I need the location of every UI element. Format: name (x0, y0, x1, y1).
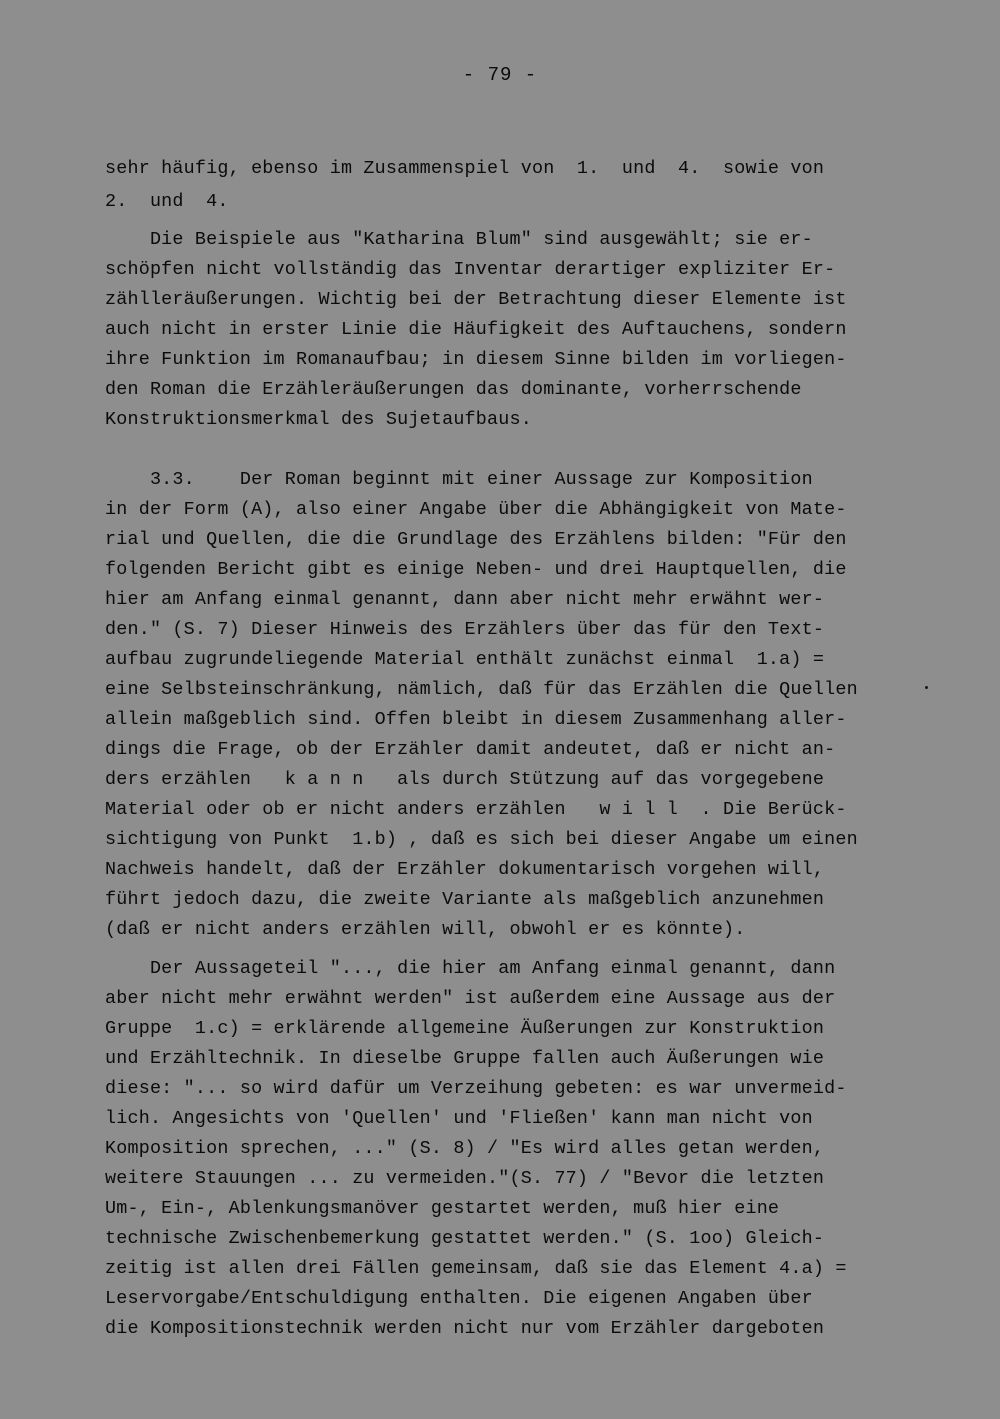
text-line: ders erzählen k a n n als durch Stützung auf das vorgegebene (105, 769, 825, 790)
text-line: aufbau zugrundeliegende Material enthält zunächst einmal 1.a) = (105, 649, 825, 670)
text-line: zählleräußerungen. Wichtig bei der Betrachtung dieser Elemente ist (105, 289, 847, 310)
text-line: Komposition sprechen, ..." (S. 8) / "Es wird alles getan werden, (105, 1138, 825, 1159)
text-line: technische Zwischenbemerkung gestattet werden." (S. 1oo) Gleich- (105, 1228, 825, 1249)
text-line: 3.3. Der Roman beginnt mit einer Aussage zur Komposition (105, 469, 813, 490)
text-line: weitere Stauungen ... zu vermeiden."(S. 77) / "Bevor die letzten (105, 1168, 825, 1189)
text-line: hier am Anfang einmal genannt, dann aber nicht mehr erwähnt wer- (105, 589, 825, 610)
text-line: ihre Funktion im Romanaufbau; in diesem Sinne bilden im vorliegen- (105, 349, 847, 370)
text-line: zeitig ist allen drei Fällen gemeinsam, daß sie das Element 4.a) = (105, 1258, 847, 1279)
text-line: Leservorgabe/Entschuldigung enthalten. Die eigenen Angaben über (105, 1288, 813, 1309)
page-number: - 79 - (462, 64, 538, 86)
text-line: auch nicht in erster Linie die Häufigkeit des Auftauchens, sondern (105, 319, 847, 340)
text-line: allein maßgeblich sind. Offen bleibt in diesem Zusammenhang aller- (105, 709, 847, 730)
text-line: (daß er nicht anders erzählen will, obwohl er es könnte). (105, 919, 746, 940)
text-line: Um-, Ein-, Ablenkungsmanöver gestartet werden, muß hier eine (105, 1198, 780, 1219)
text-line: die Kompositionstechnik werden nicht nur vom Erzähler dargeboten (105, 1318, 825, 1339)
text-line: diese: "... so wird dafür um Verzeihung gebeten: es war unvermeid- (105, 1078, 847, 1099)
text-line: folgenden Bericht gibt es einige Neben- und drei Hauptquellen, die (105, 559, 847, 580)
text-line: den Roman die Erzähleräußerungen das dominante, vorherrschende (105, 379, 802, 400)
text-line: führt jedoch dazu, die zweite Variante als maßgeblich anzunehmen (105, 889, 825, 910)
text-line: 2. und 4. (105, 191, 229, 212)
text-line: und Erzähltechnik. In dieselbe Gruppe fallen auch Äußerungen wie (105, 1048, 825, 1069)
text-line: eine Selbsteinschränkung, nämlich, daß für das Erzählen die Quellen (105, 679, 858, 700)
text-line: den." (S. 7) Dieser Hinweis des Erzählers über das für den Text- (105, 619, 825, 640)
text-line: schöpfen nicht vollständig das Inventar derartiger expliziter Er- (105, 259, 836, 280)
text-line: Der Aussageteil "..., die hier am Anfang einmal genannt, dann (105, 958, 836, 979)
text-line: rial und Quellen, die die Grundlage des Erzählens bilden: "Für den (105, 529, 847, 550)
text-line: Material oder ob er nicht anders erzählen w i l l . Die Berück- (105, 799, 847, 820)
text-line: lich. Angesichts von 'Quellen' und 'Fließen' kann man nicht von (105, 1108, 813, 1129)
text-line: Die Beispiele aus "Katharina Blum" sind ausgewählt; sie er- (105, 229, 813, 250)
text-line: sichtigung von Punkt 1.b) , daß es sich bei dieser Angabe um einen (105, 829, 858, 850)
text-line: Nachweis handelt, daß der Erzähler dokumentarisch vorgehen will, (105, 859, 825, 880)
text-line: sehr häufig, ebenso im Zusammenspiel von 1. und 4. sowie von (105, 158, 825, 179)
text-line: dings die Frage, ob der Erzähler damit andeutet, daß er nicht an- (105, 739, 836, 760)
text-line: Konstruktionsmerkmal des Sujetaufbaus. (105, 409, 532, 430)
text-line: Gruppe 1.c) = erklärende allgemeine Äußerungen zur Konstruktion (105, 1018, 825, 1039)
text-line: aber nicht mehr erwähnt werden" ist außerdem eine Aussage aus der (105, 988, 836, 1009)
scan-speck (925, 686, 928, 689)
text-line: in der Form (A), also einer Angabe über die Abhängigkeit von Mate- (105, 499, 847, 520)
